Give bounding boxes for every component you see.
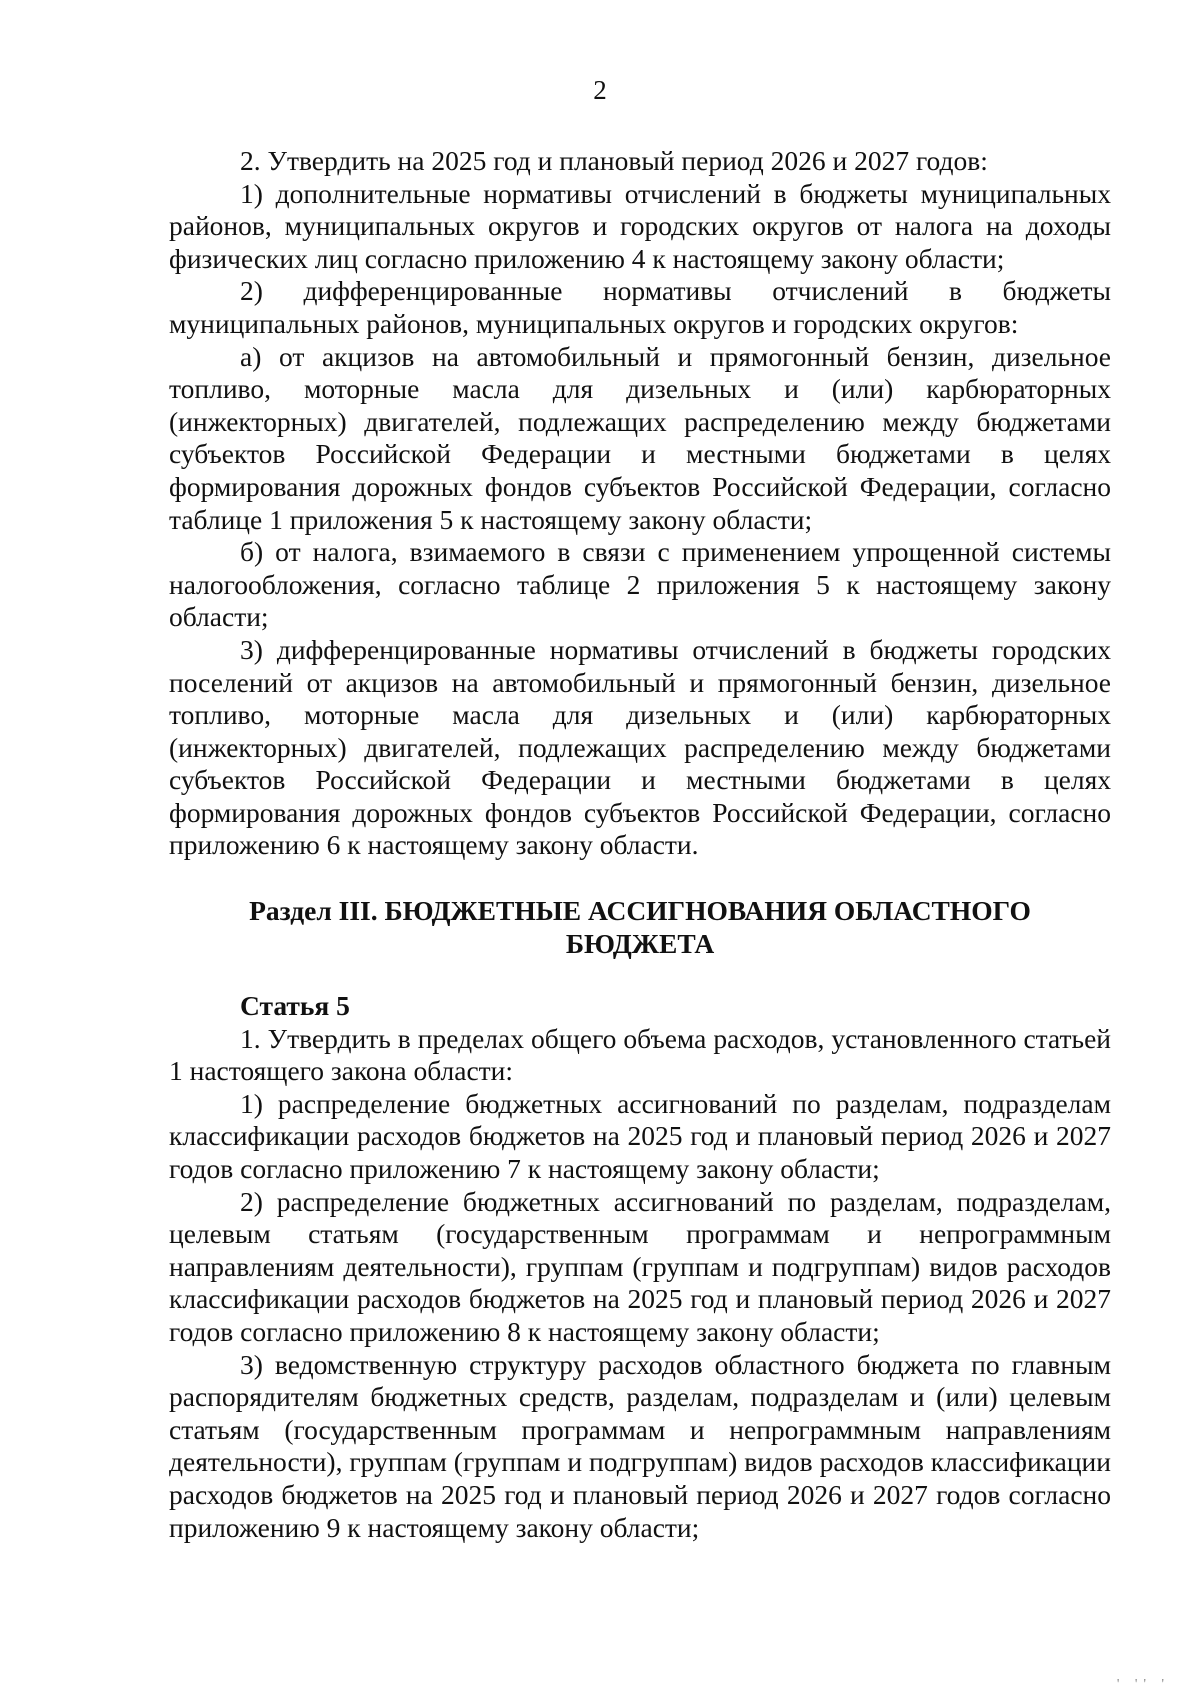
- document-body: [169, 145, 1111, 1544]
- paragraph-article-item-1: 1) распределение бюджетных ассигнований по разделам, подразделам классификации расходов бюджетов на 2025 год и плановый период 2026 и 2027 годов согласно приложению 7 к настоящему закону области;: [169, 1087, 1111, 1185]
- paragraph-subitem-a-excise: а) от акцизов на автомобильный и прямогонный бензин, дизельное топливо, моторные масла для дизельных и (или) карбюраторных (инжекторных) двигателей, подлежащих распределению между бюджетами субъектов Российской Федерации и местными бюджетами в целях формирования дорожных фондов субъектов Российской Федерации, согласно таблице 1 приложения 5 к настоящему закону области;: [169, 340, 1111, 535]
- paragraph-item-1-additional-norms: 1) дополнительные нормативы отчислений в бюджеты муниципальных районов, муниципальных округов и городских округов от налога на доходы физических лиц согласно приложению 4 к настоящему закону области;: [169, 177, 1111, 274]
- paragraph-approve-2025: 2. Утвердить на 2025 год и плановый период 2026 и 2027 годов:: [240, 145, 988, 176]
- paragraph-item-3-urban-settlements: 3) дифференцированные нормативы отчислений в бюджеты городских поселений от акцизов на автомобильный и прямогонный бензин, дизельное топливо, моторные масла для дизельных и (или) карбюраторных (инжекторных) двигателей, подлежащих распределению между бюджетами субъектов Российской Федерации и местными бюджетами в целях формирования дорожных фондов субъектов Российской Федерации, согласно приложению 6 к настоящему закону области.: [169, 633, 1111, 861]
- paragraph-article-item-3: 3) ведомственную структуру расходов областного бюджета по главным распорядителям бюджетных средств, разделам, подразделам и (или) целевым статьям (государственным программам и непрограммным направлениям деятельности), группам (группам и подгруппам) видов расходов классификации расходов бюджетов на 2025 год и плановый период 2026 и 2027 годов согласно приложению 9 к настоящему закону области;: [169, 1348, 1111, 1543]
- paragraph-subitem-b-simplified-tax: б) от налога, взимаемого в связи с применением упрощенной системы налогообложения, согласно таблице 2 приложения 5 к настоящему закону области;: [169, 536, 1111, 633]
- paragraph-article-item-2: 2) распределение бюджетных ассигнований по разделам, подразделам, целевым статьям (государственным программам и непрограммным направлениям деятельности), группам (группам и подгруппам) видов расходов классификации расходов бюджетов на 2025 год и плановый период 2026 и 2027 годов согласно приложению 8 к настоящему закону области;: [169, 1185, 1111, 1347]
- section-heading: Раздел III. БЮДЖЕТНЫЕ АССИГНОВАНИЯ ОБЛАСТНОГО БЮДЖЕТА: [249, 895, 1031, 960]
- paragraph-article-approve-expenses: 1. Утвердить в пределах общего объема расходов, установленного статьей 1 настоящего закона области:: [169, 1022, 1111, 1087]
- article-heading: Статья 5: [240, 990, 350, 1022]
- paragraph-item-2-differentiated-norms: 2) дифференцированные нормативы отчислений в бюджеты муниципальных районов, муниципальных округов и городских округов:: [169, 275, 1111, 339]
- scan-artifact-marks: ' '' ': [1116, 1677, 1170, 1692]
- page-number: 2: [593, 75, 607, 105]
